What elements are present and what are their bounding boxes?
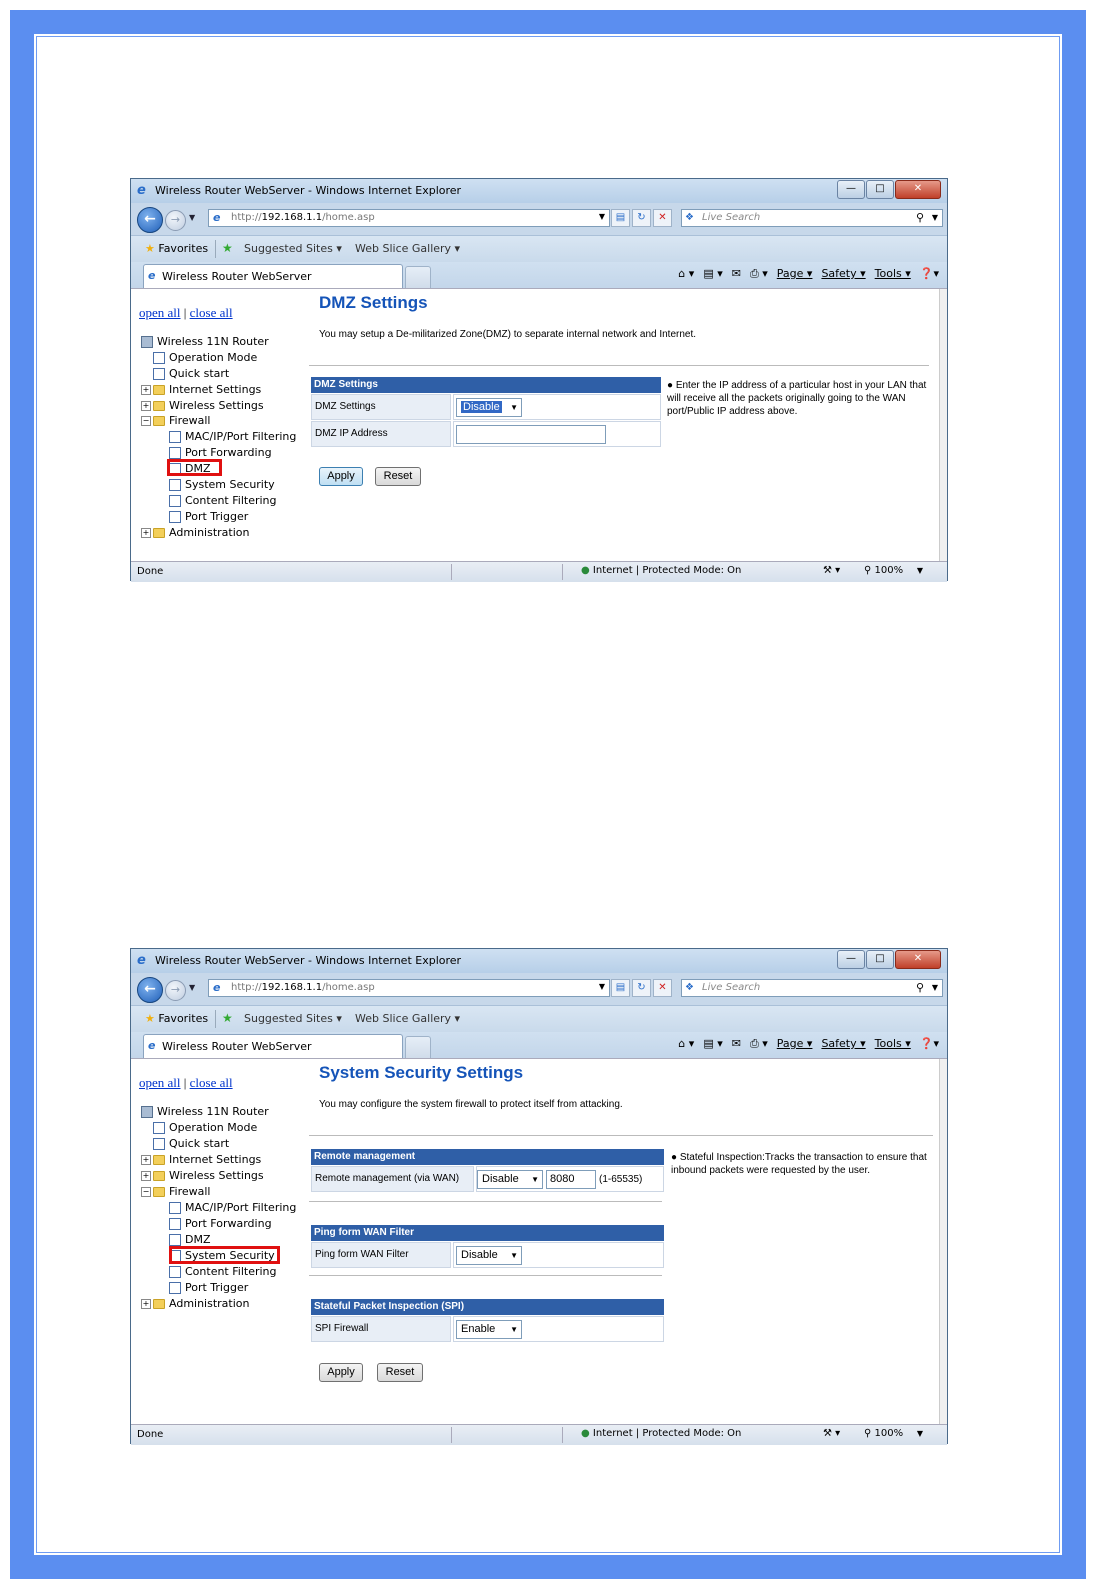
minimize-button[interactable]: — xyxy=(837,180,865,199)
minimize-button[interactable]: — xyxy=(837,950,865,969)
computer-icon xyxy=(141,1106,153,1118)
feeds-icon[interactable]: ▤ ▾ xyxy=(703,1037,723,1050)
address-url: http://192.168.1.1/home.asp xyxy=(231,982,375,993)
new-tab-button[interactable] xyxy=(405,1036,431,1058)
title-bar xyxy=(131,949,947,973)
new-tab-button[interactable] xyxy=(405,266,431,288)
field-value-cell xyxy=(453,421,661,447)
back-button[interactable]: ← xyxy=(137,207,163,233)
browser-window-system-security xyxy=(130,948,948,1444)
search-box[interactable] xyxy=(681,209,943,227)
address-url: http://192.168.1.1/home.asp xyxy=(231,212,375,223)
status-separators xyxy=(451,564,563,580)
status-text: Done xyxy=(137,1429,164,1440)
search-icon[interactable]: ⚲ xyxy=(915,211,924,224)
globe-icon: ● xyxy=(581,565,590,576)
table-row xyxy=(311,420,661,447)
remote-port-input[interactable]: 8080 xyxy=(546,1170,596,1189)
dmz-settings-select[interactable]: Disable ▼ xyxy=(456,398,522,417)
divider xyxy=(309,1201,662,1202)
favorites-bar xyxy=(131,1005,947,1032)
folder-icon xyxy=(153,1155,165,1165)
tab-label: Wireless Router WebServer xyxy=(162,1040,312,1053)
page-description: You may setup a De-militarized Zone(DMZ) to separate internal network and Internet. xyxy=(319,329,697,340)
dmz-settings-table xyxy=(311,377,661,447)
page-icon: e xyxy=(148,269,156,282)
remote-management-table xyxy=(311,1149,664,1192)
ping-wan-filter-table xyxy=(311,1225,664,1268)
section-header: Remote management xyxy=(311,1149,664,1165)
tree-root[interactable]: Wireless 11N Router xyxy=(141,334,269,349)
back-button[interactable]: ← xyxy=(137,977,163,1003)
address-bar[interactable] xyxy=(208,979,610,997)
tree-item-content-filtering[interactable]: Content Filtering xyxy=(169,1264,277,1279)
address-dropdown-icon[interactable]: ▼ xyxy=(598,982,605,991)
expand-icon[interactable]: + xyxy=(142,1171,150,1180)
mail-icon[interactable]: ✉ xyxy=(731,267,741,280)
expand-icon[interactable]: + xyxy=(142,385,150,394)
search-box[interactable] xyxy=(681,979,943,997)
tree-item-port-trigger[interactable]: Port Trigger xyxy=(169,509,248,524)
reset-button[interactable]: Reset xyxy=(377,1363,423,1382)
folder-icon xyxy=(153,401,165,411)
page-icon xyxy=(169,1234,181,1246)
browser-window-dmz xyxy=(130,178,948,581)
print-icon[interactable]: ⎙ ▾ xyxy=(749,1037,768,1050)
page-icon xyxy=(169,1282,181,1294)
tree-item-port-forwarding[interactable]: Port Forwarding xyxy=(169,1216,272,1231)
search-options-icon[interactable]: ▼ xyxy=(931,983,938,992)
divider xyxy=(309,1275,662,1276)
tree-item-administration[interactable]: + Administration xyxy=(142,526,250,539)
folder-open-icon xyxy=(153,416,165,426)
security-settings-icon[interactable]: ⚒ ▾ xyxy=(823,1428,841,1439)
chevron-down-icon: ▼ xyxy=(510,403,518,412)
home-icon[interactable]: ⌂ ▾ xyxy=(678,267,695,280)
tree-item-port-forwarding[interactable]: Port Forwarding xyxy=(169,445,272,460)
section-header: DMZ Settings xyxy=(311,377,661,393)
navigation-bar xyxy=(131,203,947,235)
tree-item-administration[interactable]: + Administration xyxy=(142,1297,250,1310)
page-description: You may configure the system firewall to protect itself from attacking. xyxy=(319,1099,623,1110)
search-icon[interactable]: ⚲ xyxy=(915,981,924,994)
favorites-button[interactable]: ★ Favorites xyxy=(145,1012,209,1025)
field-label: DMZ IP Address xyxy=(311,421,451,447)
status-bar xyxy=(131,1425,947,1445)
page-menu[interactable]: Page ▾ xyxy=(776,267,813,280)
table-row xyxy=(311,1315,664,1342)
page-icon: e xyxy=(213,211,221,224)
field-value-cell xyxy=(453,394,661,420)
help-icon[interactable]: ❓▾ xyxy=(919,267,939,280)
scrollbar[interactable] xyxy=(939,1059,947,1424)
forward-button[interactable]: → xyxy=(165,980,186,1001)
print-icon[interactable]: ⎙ ▾ xyxy=(749,267,768,280)
folder-icon xyxy=(153,1299,165,1309)
ie-logo-icon: e xyxy=(137,183,146,198)
tab-active[interactable] xyxy=(143,264,403,288)
folder-open-icon xyxy=(153,1187,165,1197)
page-icon xyxy=(169,1218,181,1230)
favorites-button[interactable]: ★ Favorites xyxy=(145,242,209,255)
divider xyxy=(309,1135,933,1136)
highlight-box-dmz xyxy=(167,459,222,476)
address-dropdown-icon[interactable]: ▼ xyxy=(598,212,605,221)
tree-root[interactable]: Wireless 11N Router xyxy=(141,1104,269,1119)
tree-controls xyxy=(139,1075,233,1091)
tree-item-wireless-settings[interactable]: + Wireless Settings xyxy=(142,1169,264,1182)
section-header: Stateful Packet Inspection (SPI) xyxy=(311,1299,664,1315)
page-icon xyxy=(169,479,181,491)
window-title: Wireless Router WebServer - Windows Internet Explorer xyxy=(155,184,462,197)
spi-firewall-select[interactable]: Enable ▼ xyxy=(456,1320,522,1339)
tab-bar xyxy=(131,262,947,288)
recent-pages-dropdown-icon[interactable]: ▼ xyxy=(189,213,196,222)
tree-item-mac-ip-port-filtering[interactable]: MAC/IP/Port Filtering xyxy=(169,429,296,444)
separator: | xyxy=(183,305,187,320)
page-menu[interactable]: Page ▾ xyxy=(776,1037,813,1050)
page-icon xyxy=(169,1266,181,1278)
compatibility-view-icon[interactable]: ▤ xyxy=(611,209,630,227)
stop-icon[interactable]: ✕ xyxy=(653,209,672,227)
folder-icon xyxy=(153,385,165,395)
feeds-icon[interactable]: ▤ ▾ xyxy=(703,267,723,280)
field-label: SPI Firewall xyxy=(311,1316,451,1342)
help-text: ● Enter the IP address of a particular host in your LAN that will receive all the packets originally going to the WAN port/Public IP address above. xyxy=(667,380,927,417)
tree-item-dmz[interactable]: DMZ xyxy=(169,1232,211,1247)
security-settings-icon[interactable]: ⚒ ▾ xyxy=(823,565,841,576)
suggested-sites-link[interactable]: Suggested Sites ▾ xyxy=(244,242,342,255)
dmz-ip-address-input[interactable] xyxy=(456,425,606,444)
field-label: Ping form WAN Filter xyxy=(311,1242,451,1268)
chevron-down-icon: ▼ xyxy=(510,1325,518,1334)
status-separators xyxy=(451,1427,563,1443)
tree-item-system-security[interactable]: System Security xyxy=(169,1248,275,1263)
web-slice-gallery-link[interactable]: Web Slice Gallery ▾ xyxy=(355,242,461,255)
safety-menu[interactable]: Safety ▾ xyxy=(821,1037,866,1050)
zoom-level[interactable]: ⚲ 100% xyxy=(864,1428,904,1439)
page-title: System Security Settings xyxy=(319,1063,524,1082)
add-to-favorites-icon[interactable]: ★ xyxy=(222,241,233,255)
tree-item-mac-ip-port-filtering[interactable]: MAC/IP/Port Filtering xyxy=(169,1200,296,1215)
status-bar xyxy=(131,562,947,582)
tree-item-system-security[interactable]: System Security xyxy=(169,477,275,492)
divider xyxy=(215,1010,216,1028)
divider xyxy=(215,240,216,258)
close-button[interactable]: ✕ xyxy=(895,950,941,969)
navigation-bar xyxy=(131,973,947,1005)
suggested-sites-link[interactable]: Suggested Sites ▾ xyxy=(244,1012,342,1025)
search-placeholder: Live Search xyxy=(702,982,761,993)
web-slice-gallery-link[interactable]: Web Slice Gallery ▾ xyxy=(355,1012,461,1025)
safety-menu[interactable]: Safety ▾ xyxy=(821,267,866,280)
tree-item-dmz[interactable]: DMZ xyxy=(169,461,211,476)
favorites-bar xyxy=(131,235,947,262)
page-icon xyxy=(153,1122,165,1134)
page-icon xyxy=(153,368,165,380)
command-bar xyxy=(669,1037,939,1051)
zoom-dropdown-icon[interactable]: ▼ xyxy=(916,1429,923,1438)
computer-icon xyxy=(141,336,153,348)
chevron-down-icon: ▼ xyxy=(510,1251,518,1260)
tree-item-quick-start[interactable]: Quick start xyxy=(153,1136,229,1151)
close-button[interactable]: ✕ xyxy=(895,180,941,199)
field-value-cell xyxy=(453,1242,664,1268)
field-value-cell xyxy=(476,1166,664,1192)
zoom-level[interactable]: ⚲ 100% xyxy=(864,565,904,576)
tab-bar xyxy=(131,1032,947,1058)
field-label: DMZ Settings xyxy=(311,394,451,420)
address-bar[interactable] xyxy=(208,209,610,227)
refresh-icon[interactable]: ↻ xyxy=(632,209,651,227)
zoom-dropdown-icon[interactable]: ▼ xyxy=(916,566,923,575)
search-options-icon[interactable]: ▼ xyxy=(931,213,938,222)
tree-item-operation-mode[interactable]: Operation Mode xyxy=(153,350,257,365)
page-icon xyxy=(169,495,181,507)
tree-item-wireless-settings[interactable]: + Wireless Settings xyxy=(142,399,264,412)
reset-button[interactable]: Reset xyxy=(375,467,421,486)
tree-item-firewall[interactable]: − Firewall xyxy=(142,1185,211,1198)
expand-icon[interactable]: + xyxy=(142,1155,150,1164)
table-row xyxy=(311,1241,664,1268)
folder-icon xyxy=(153,528,165,538)
live-search-logo-icon: ❖ xyxy=(685,212,694,223)
compatibility-view-icon[interactable]: ▤ xyxy=(611,979,630,997)
page-icon xyxy=(169,511,181,523)
expand-icon[interactable]: + xyxy=(142,1299,150,1308)
tree-item-internet-settings[interactable]: + Internet Settings xyxy=(142,383,262,396)
tree-item-operation-mode[interactable]: Operation Mode xyxy=(153,1120,257,1135)
home-icon[interactable]: ⌂ ▾ xyxy=(678,1037,695,1050)
tab-label: Wireless Router WebServer xyxy=(162,270,312,283)
page-icon xyxy=(153,352,165,364)
open-all-link[interactable]: open all xyxy=(139,305,181,320)
tools-menu[interactable]: Tools ▾ xyxy=(874,1037,911,1050)
search-placeholder: Live Search xyxy=(702,212,761,223)
field-label: Remote management (via WAN) xyxy=(311,1166,474,1192)
tree-item-port-trigger[interactable]: Port Trigger xyxy=(169,1280,248,1295)
spi-table xyxy=(311,1299,664,1342)
page-icon: e xyxy=(148,1039,156,1052)
apply-button[interactable]: Apply xyxy=(319,467,363,486)
help-text: ● Stateful Inspection:Tracks the transaction to ensure that inbound packets were requested by the user. xyxy=(671,1152,927,1176)
scrollbar[interactable] xyxy=(939,289,947,561)
open-all-link[interactable]: open all xyxy=(139,1075,181,1090)
table-row xyxy=(311,393,661,420)
tab-active[interactable] xyxy=(143,1034,403,1058)
forward-button[interactable]: → xyxy=(165,210,186,231)
refresh-icon[interactable]: ↻ xyxy=(632,979,651,997)
page-icon: e xyxy=(213,981,221,994)
port-range-hint: (1-65535) xyxy=(599,1174,643,1185)
page-content xyxy=(131,1058,947,1425)
maximize-button[interactable]: □ xyxy=(866,180,894,199)
mail-icon[interactable]: ✉ xyxy=(731,1037,741,1050)
security-zone[interactable]: ● Internet | Protected Mode: On xyxy=(581,1428,742,1439)
ping-wan-filter-select[interactable]: Disable ▼ xyxy=(456,1246,522,1265)
divider xyxy=(309,365,929,366)
remote-management-select[interactable]: Disable ▼ xyxy=(477,1170,543,1189)
page-icon xyxy=(153,1138,165,1150)
highlight-box-system-security xyxy=(169,1246,280,1264)
help-icon[interactable]: ❓▾ xyxy=(919,1037,939,1050)
security-zone[interactable]: ● Internet | Protected Mode: On xyxy=(581,565,742,576)
collapse-icon[interactable]: − xyxy=(142,416,150,425)
page-icon xyxy=(169,1202,181,1214)
live-search-logo-icon: ❖ xyxy=(685,982,694,993)
chevron-down-icon: ▼ xyxy=(531,1175,539,1184)
expand-icon[interactable]: + xyxy=(142,401,150,410)
folder-icon xyxy=(153,1171,165,1181)
field-value-cell xyxy=(453,1316,664,1342)
ie-logo-icon: e xyxy=(137,953,146,968)
tree-item-firewall[interactable]: − Firewall xyxy=(142,414,211,427)
separator: | xyxy=(183,1075,187,1090)
tree-item-internet-settings[interactable]: + Internet Settings xyxy=(142,1153,262,1166)
expand-icon[interactable]: + xyxy=(142,528,150,537)
page-icon xyxy=(169,431,181,443)
star-icon: ★ xyxy=(145,1012,155,1025)
close-all-link[interactable]: close all xyxy=(189,305,233,320)
status-text: Done xyxy=(137,566,164,577)
tools-menu[interactable]: Tools ▾ xyxy=(874,267,911,280)
tree-controls xyxy=(139,305,233,321)
collapse-icon[interactable]: − xyxy=(142,1187,150,1196)
page-icon xyxy=(169,447,181,459)
tree-item-content-filtering[interactable]: Content Filtering xyxy=(169,493,277,508)
stop-icon[interactable]: ✕ xyxy=(653,979,672,997)
title-bar xyxy=(131,179,947,203)
add-to-favorites-icon[interactable]: ★ xyxy=(222,1011,233,1025)
page-content xyxy=(131,288,947,562)
command-bar xyxy=(669,267,939,281)
apply-button[interactable]: Apply xyxy=(319,1363,363,1382)
star-icon: ★ xyxy=(145,242,155,255)
window-title: Wireless Router WebServer - Windows Internet Explorer xyxy=(155,954,462,967)
page-title: DMZ Settings xyxy=(319,293,428,312)
tree-item-quick-start[interactable]: Quick start xyxy=(153,366,229,381)
recent-pages-dropdown-icon[interactable]: ▼ xyxy=(189,983,196,992)
globe-icon: ● xyxy=(581,1428,590,1439)
section-header: Ping form WAN Filter xyxy=(311,1225,664,1241)
table-row xyxy=(311,1165,664,1192)
maximize-button[interactable]: □ xyxy=(866,950,894,969)
close-all-link[interactable]: close all xyxy=(189,1075,233,1090)
